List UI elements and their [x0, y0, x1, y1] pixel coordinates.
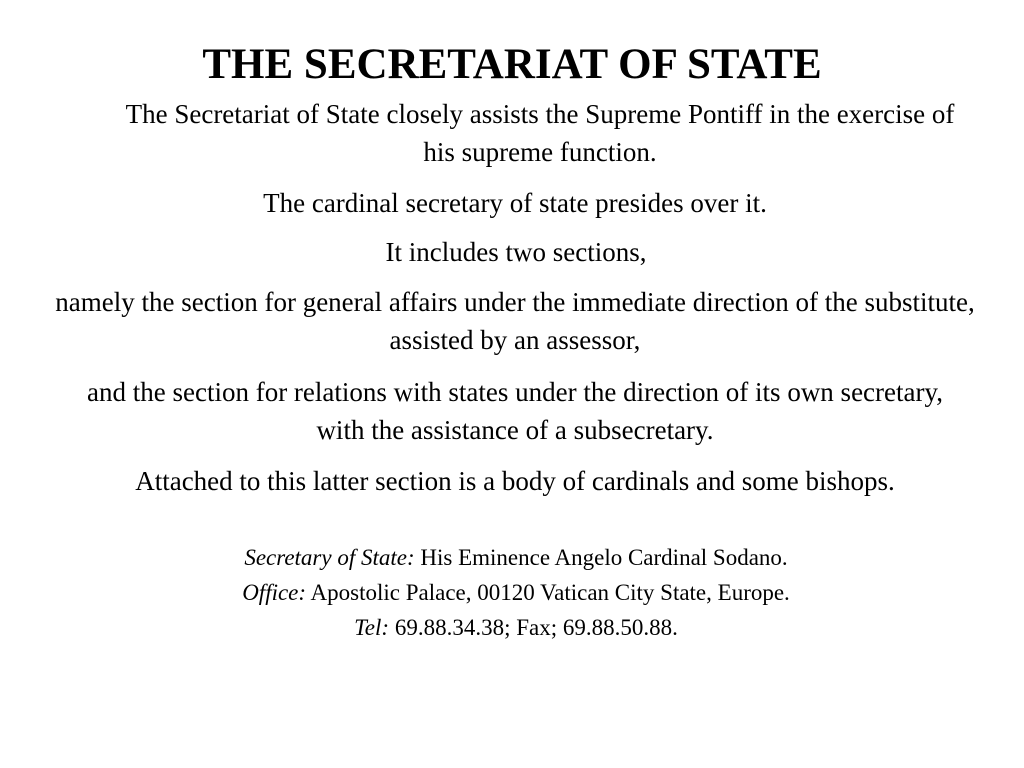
contact-secretary-label: Secretary of State: [244, 545, 415, 570]
contact-office-line [0, 577, 1024, 608]
contact-office-label: Office: [242, 580, 307, 605]
contact-secretary-line [0, 542, 1024, 573]
paragraph-attached-body: Attached to this latter section is a body of cardinals and some bishops. [135, 466, 895, 496]
contact-tel-label: Tel: [354, 615, 390, 640]
contact-tel-value: 69.88.34.38; Fax; 69.88.50.88. [389, 615, 678, 640]
paragraph-relations-with-states: and the section for relations with states under the direction of its own secretary, with the assistance of a subsecretary. [87, 377, 943, 445]
paragraph-general-affairs: namely the section for general affairs under the immediate direction of the substitute, assisted by an assessor, [55, 287, 975, 355]
contact-secretary-value: His Eminence Angelo Cardinal Sodano. [414, 545, 788, 570]
paragraph-two-sections: It includes two sections, [385, 237, 647, 267]
contact-office-value: Apostolic Palace, 00120 Vatican City State, Europe. [306, 580, 790, 605]
contact-tel-line [0, 612, 1024, 643]
paragraph-secretariat-assists: The Secretariat of State closely assists the Supreme Pontiff in the exercise of his supreme function. [125, 99, 955, 167]
slide-title: THE SECRETARIAT OF STATE [202, 41, 822, 88]
paragraph-cardinal-presides: The cardinal secretary of state presides over it. [263, 188, 767, 218]
